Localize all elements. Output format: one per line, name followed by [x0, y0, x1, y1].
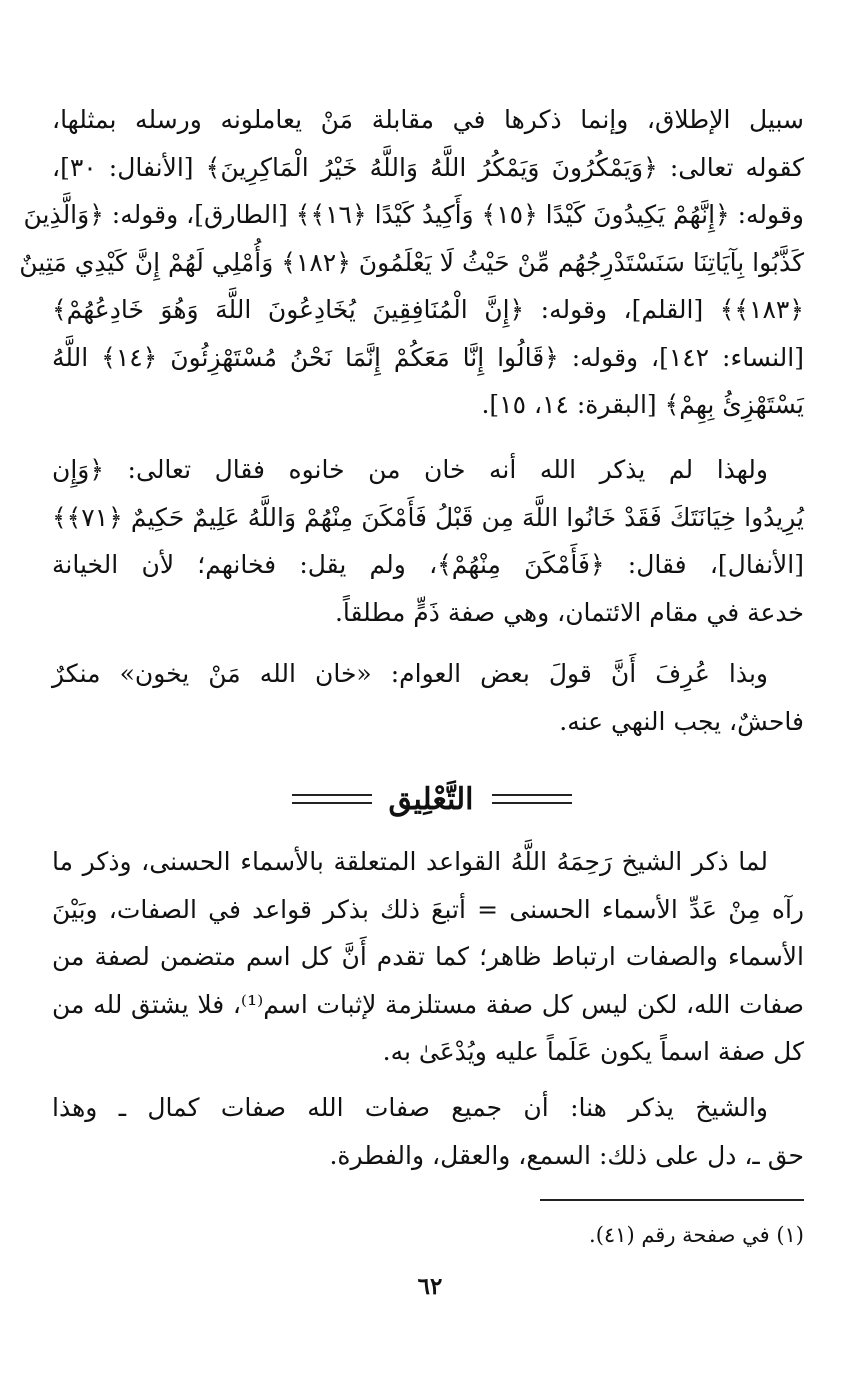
footnote: (١) في صفحة رقم (٤١). — [589, 1223, 804, 1247]
text-line: والشيخ يذكر هنا: أن جميع صفات الله صفات كمال ـ وهذا — [52, 1093, 768, 1122]
paragraph-betrayal — [52, 446, 804, 636]
text-line: كقوله تعالى: ﴿وَيَمْكُرُونَ وَيَمْكُرُ اللَّهُ وَاللَّهُ خَيْرُ الْمَاكِرِينَ﴾ [الأنفال: ٣٠]، — [52, 152, 804, 182]
text-line: يَسْتَهْزِئُ بِهِمْ﴾ [البقرة: ١٤، ١٥]. — [481, 390, 804, 419]
page-number: ٦٢ — [417, 1273, 443, 1300]
text-line: فاحشٌ، يجب النهي عنه. — [559, 706, 804, 736]
text-line: وقوله: ﴿إِنَّهُمْ يَكِيدُونَ كَيْدًا ﴿١٥﴾ وَأَكِيدُ كَيْدًا ﴿١٦﴾﴾ [الطارق]، وقوله: ﴿وَالَّذِينَ — [23, 200, 804, 229]
text-line: ولهذا لم يذكر الله أنه خان من خانوه فقال تعالى: ﴿وَإِن — [52, 455, 768, 484]
text-line: يُرِيدُوا خِيَانَتَكَ فَقَدْ خَانُوا اللَّهَ مِن قَبْلُ فَأَمْكَنَ مِنْهُمْ وَاللَّهُ عَلِيمٌ حَكِيمٌ ﴿٧١﴾﴾ — [52, 502, 804, 532]
paragraph-commentary — [52, 838, 804, 1076]
text-line: ﴿١٨٣﴾﴾ [القلم]، وقوله: ﴿إِنَّ الْمُنَافِقِينَ يُخَادِعُونَ اللَّهَ وَهُوَ خَادِعُهُمْ﴾ — [52, 295, 804, 324]
section-heading: التَّعْلِيق — [388, 782, 474, 817]
text-line: سبيل الإطلاق، وإنما ذكرها في مقابلة مَنْ يعاملونه ورسله بمثلها، — [52, 105, 804, 134]
footnote-rule — [540, 1199, 804, 1201]
text-line: كَذَّبُوا بِآيَاتِنَا سَنَسْتَدْرِجُهُم مِّنْ حَيْثُ لَا يَعْلَمُونَ ﴿١٨٢﴾ وَأُمْلِي لَهُمْ إِنَّ كَيْدِي مَتِينٌ — [19, 247, 804, 277]
text-line: رآه مِنْ عَدِّ الأسماء الحسنى = أتبعَ ذلك بذكر قواعد في الصفات، وبَيْنَ — [52, 894, 804, 924]
text-line: حق ـ، دل على ذلك: السمع، والعقل، والفطرة. — [329, 1140, 804, 1170]
text-line: [الأنفال]، فقال: ﴿فَأَمْكَنَ مِنْهُمْ﴾، ولم يقل: فخانهم؛ لأن الخيانة — [52, 550, 804, 579]
paragraph-quran-citations — [19, 96, 804, 429]
text-line: لما ذكر الشيخ رَحِمَهُ اللَّهُ القواعد المتعلقة بالأسماء الحسنى، وذكر ما — [52, 847, 768, 876]
paragraph-common-saying — [52, 650, 804, 745]
text-line: كل صفة اسماً يكون عَلَماً عليه ويُدْعَىٰ به. — [382, 1037, 804, 1066]
text-line: صفات الله، لكن ليس كل صفة مستلزمة لإثبات اسم⁽¹⁾، فلا يشتق لله من — [52, 989, 804, 1019]
text-line: وبذا عُرِفَ أَنَّ قولَ بعض العوام: «خان الله مَنْ يخون» منكرٌ — [52, 659, 768, 688]
ornament-rule-left-bottom — [292, 802, 372, 804]
paragraph-perfection — [52, 1084, 804, 1179]
text-line: خدعة في مقام الائتمان، وهي صفة ذَمٍّ مطلقاً. — [334, 597, 804, 627]
ornament-rule-left-top — [292, 794, 372, 796]
ornament-rule-right-bottom — [492, 802, 572, 804]
text-line: الأسماء والصفات ارتباط ظاهر؛ كما تقدم أَنَّ كل اسم متضمن لصفة من — [52, 942, 804, 971]
ornament-rule-right-top — [492, 794, 572, 796]
text-line: [النساء: ١٤٢]، وقوله: ﴿قَالُوا إِنَّا مَعَكُمْ إِنَّمَا نَحْنُ مُسْتَهْزِئُونَ ﴿١٤﴾ اللَّهُ — [52, 342, 804, 372]
